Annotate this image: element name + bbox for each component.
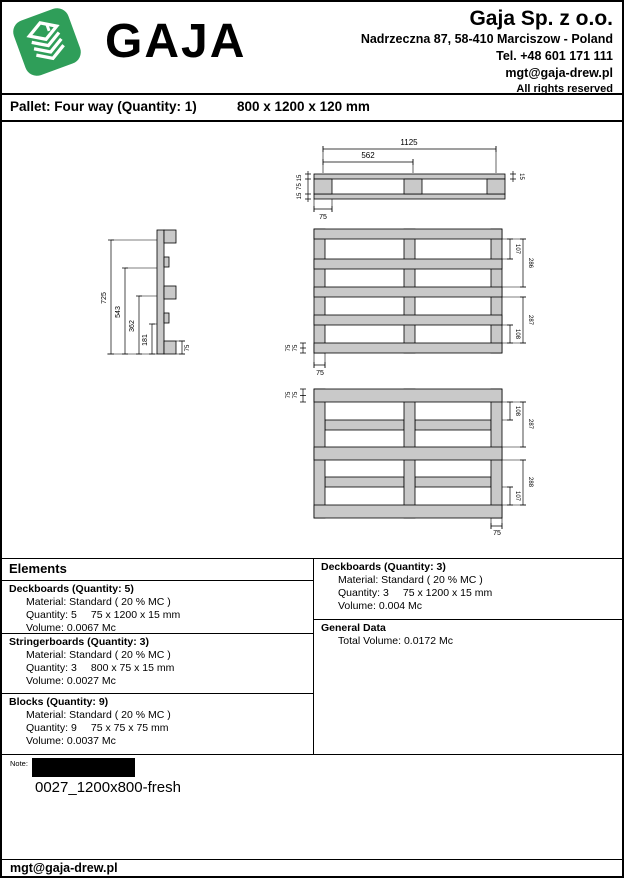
group-size: 75 x 1200 x 15 mm [402,587,493,599]
total-volume: Total Volume: 0.0172 Mc [338,635,453,647]
note-section [2,755,622,859]
company-phone: Tel. +48 601 171 111 [496,49,613,63]
end-elevation-view [101,230,191,354]
group-quantity: Quantity: 3 [26,662,77,674]
group-quantity: Quantity: 9 [26,722,77,734]
dim-75-stringer-bottom: 75 [493,530,501,537]
dim-15-right: 15 [518,173,524,180]
dim-107-top: 107 [514,243,520,255]
group-quantity-size [26,722,313,735]
company-info-block [361,6,613,97]
pallet-type-label: Pallet: Four way (Quantity: 1) [10,99,197,114]
rights-reserved: All rights reserved [516,83,613,95]
dim-75-block: 75 [297,183,303,190]
dim-15-bottom: 15 [297,192,303,200]
group-heading: Deckboards (Quantity: 3) [321,561,446,573]
group-quantity: Quantity: 3 [338,587,389,599]
footer-email: mgt@gaja-drew.pl [10,861,118,875]
group-quantity-size [338,587,622,600]
group-volume: Volume: 0.0067 Mc [26,622,116,634]
side-elevation-view [297,138,524,221]
dim-75-a: 75 [286,344,292,352]
group-quantity-size [26,609,313,622]
bottom-plan-view [286,389,533,537]
group-heading: Deckboards (Quantity: 5) [9,583,134,595]
company-email: mgt@gaja-drew.pl [505,66,613,80]
dim-286: 286 [527,257,533,269]
group-quantity: Quantity: 5 [26,609,77,621]
dim-108-top-view: 108 [514,328,520,340]
pallet-size-label: 800 x 1200 x 120 mm [237,99,370,114]
element-group-blocks [2,694,313,753]
general-data-heading: General Data [321,622,386,634]
redacted-bar [32,758,135,777]
dim-75-a-bottom: 75 [286,391,292,399]
general-data-box [314,620,622,648]
group-material: Material: Standard ( 20 % MC ) [338,574,483,586]
gaja-logo-icon [10,5,84,79]
elements-title: Elements [2,559,313,581]
group-material: Material: Standard ( 20 % MC ) [26,596,171,608]
dim-15-top: 15 [297,174,303,182]
dim-75-b-bottom: 75 [293,391,299,399]
dim-108-bottom-view: 108 [514,405,520,417]
group-heading: Blocks (Quantity: 9) [9,696,109,708]
note-label: Note: [10,759,28,768]
dim-287-bottom-view: 287 [527,418,533,430]
dim-75-end: 75 [185,344,191,352]
group-volume: Volume: 0.004 Mc [338,600,423,612]
brand-wordmark: GAJA [105,15,247,68]
group-heading: Stringerboards (Quantity: 3) [9,636,150,648]
group-volume: Volume: 0.0037 Mc [26,735,116,747]
dim-288: 288 [527,476,533,488]
dim-75-b: 75 [293,344,299,352]
dim-562: 562 [361,151,375,160]
group-size: 75 x 1200 x 15 mm [90,609,181,621]
elements-right-column [314,559,622,754]
top-plan-view [286,229,533,377]
document-header [2,2,622,95]
group-size: 800 x 75 x 15 mm [90,662,175,674]
dim-75-stringer: 75 [316,370,324,377]
technical-drawing-area [2,122,622,559]
note-text: 0027_1200x800-fresh [35,779,181,796]
dim-107-bottom-view: 107 [514,490,520,502]
dim-287-top-view: 287 [527,314,533,326]
group-quantity-size [26,662,313,675]
group-material: Material: Standard ( 20 % MC ) [26,709,171,721]
element-group-stringerboards [2,634,313,694]
group-material: Material: Standard ( 20 % MC ) [26,649,171,661]
dim-362: 362 [129,320,136,332]
elements-left-column [2,559,314,754]
dim-543: 543 [115,306,122,318]
elements-section [2,559,622,755]
element-group-deckboards-3 [314,559,622,620]
dim-181: 181 [142,334,149,346]
company-name: Gaja Sp. z o.o. [469,7,613,30]
group-volume: Volume: 0.0027 Mc [26,675,116,687]
dim-1125: 1125 [400,138,418,147]
pallet-title-bar [2,95,622,122]
group-size: 75 x 75 x 75 mm [90,722,169,734]
dim-725: 725 [101,292,108,304]
stacked-planks-icon [10,5,84,79]
company-address: Nadrzeczna 87, 58-410 Marciszow - Poland [360,32,613,46]
dim-75-blockwidth: 75 [319,214,327,221]
document-footer [2,859,622,878]
element-group-deckboards-5 [2,581,313,634]
